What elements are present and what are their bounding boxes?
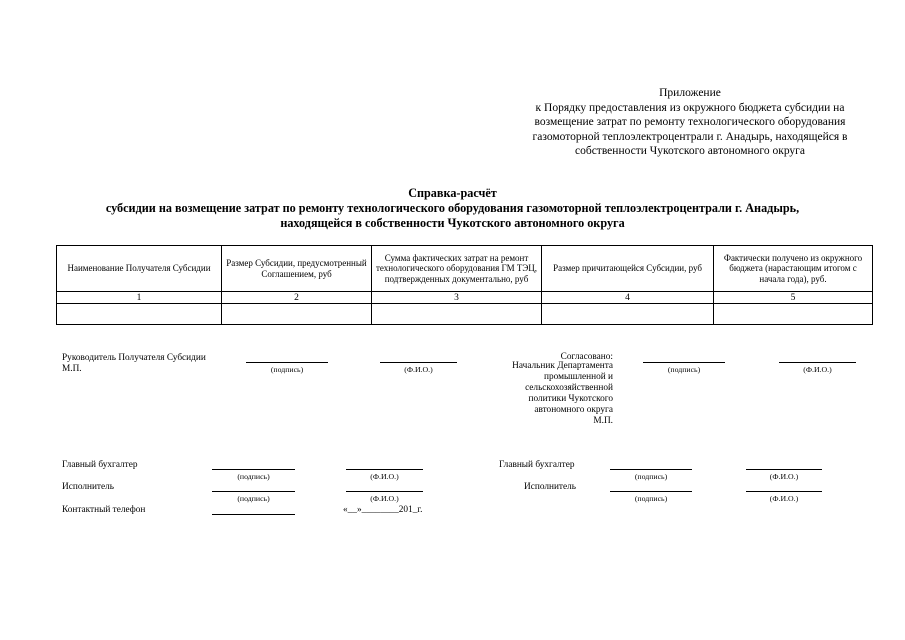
appendix-line: к Порядку предоставления из окружного бюджета субсидии на: [535, 101, 845, 114]
table-header-cell: Наименование Получателя Субсидии: [57, 246, 222, 292]
executor-label-right: Исполнитель: [524, 482, 576, 492]
table-header-cell: Размер причитающейся Субсидии, руб: [542, 246, 714, 292]
appendix-line: Приложение: [659, 87, 721, 99]
name-line: [746, 469, 822, 470]
department-line: М.П.: [593, 416, 613, 426]
signature-line: [643, 362, 725, 363]
chief-accountant-label-right: Главный бухгалтер: [499, 460, 575, 470]
name-line: [746, 491, 822, 492]
agreed-label: Согласовано:: [560, 352, 613, 362]
document-title: [20, 186, 885, 231]
column-number: 2: [222, 292, 372, 304]
name-caption: (Ф.И.О.): [769, 494, 799, 503]
appendix-line: собственности Чукотского автономного округа: [574, 145, 805, 158]
name-line: [346, 469, 423, 470]
appendix-line: газомоторной теплоэлектроцентрали г. Анадырь, находящейся в: [532, 130, 848, 143]
mp-label: М.П.: [62, 364, 82, 374]
signature-caption: (подпись): [237, 472, 270, 481]
appendix-line: возмещение затрат по ремонту технологического оборудования: [534, 116, 846, 129]
signature-caption: (подпись): [270, 365, 304, 374]
phone-line: [212, 514, 295, 515]
chief-accountant-label: Главный бухгалтер: [62, 460, 138, 470]
table-header-cell: Размер Субсидии, предусмотренный Соглашением, руб: [222, 246, 372, 292]
table-cell[interactable]: [372, 304, 542, 325]
recipient-head-label: Руководитель Получателя Субсидии: [62, 353, 206, 363]
phone-label: Контактный телефон: [62, 505, 146, 515]
table-cell[interactable]: [222, 304, 372, 325]
signature-caption: (подпись): [634, 472, 668, 481]
signature-caption: (подпись): [667, 365, 701, 374]
title-line: находящейся в собственности Чукотского автономного округа: [280, 216, 625, 230]
department-line: Начальник Департамента: [512, 361, 613, 371]
department-line: сельскохозяйственной: [525, 383, 613, 393]
signature-line: [246, 362, 328, 363]
department-line: автономного округа: [534, 405, 613, 415]
name-caption: (Ф.И.О.): [769, 472, 799, 481]
executor-label: Исполнитель: [62, 482, 114, 492]
table-cell[interactable]: [714, 304, 873, 325]
column-number: 3: [372, 292, 542, 304]
signature-caption: (подпись): [237, 494, 270, 503]
signature-caption: (подпись): [634, 494, 668, 503]
signature-line: [212, 491, 295, 492]
name-caption: (Ф.И.О.): [803, 365, 832, 374]
table-row: [57, 304, 873, 325]
department-line: промышленной и: [543, 372, 613, 382]
department-line: политики Чукотского: [528, 394, 613, 404]
table-number-row: [57, 292, 873, 304]
table-cell[interactable]: [542, 304, 714, 325]
table-header-row: [57, 246, 873, 292]
name-line: [380, 362, 457, 363]
signature-line: [610, 469, 692, 470]
date-field: «__»________201_г.: [343, 505, 423, 515]
name-line: [346, 491, 423, 492]
title-line: Справка-расчёт: [408, 186, 497, 200]
name-caption: (Ф.И.О.): [370, 472, 399, 481]
signature-line: [212, 469, 295, 470]
appendix-header: [440, 86, 905, 159]
table-header-cell: Сумма фактических затрат на ремонт технологического оборудования ГМ ТЭЦ, подтвержденных документально, руб: [372, 246, 542, 292]
column-number: 4: [542, 292, 714, 304]
column-number: 5: [714, 292, 873, 304]
subsidy-table: [56, 245, 873, 325]
name-caption: (Ф.И.О.): [370, 494, 399, 503]
name-caption: (Ф.И.О.): [404, 365, 433, 374]
column-number: 1: [57, 292, 222, 304]
name-line: [779, 362, 856, 363]
table-cell[interactable]: [57, 304, 222, 325]
signature-line: [610, 491, 692, 492]
title-line: субсидии на возмещение затрат по ремонту технологического оборудования газомоторной теплоэлектроцентрали г. Анадырь,: [105, 201, 800, 215]
department-title: [500, 361, 613, 427]
table-header-cell: Фактически получено из окружного бюджета (нарастающим итогом с начала года), руб.: [714, 246, 873, 292]
